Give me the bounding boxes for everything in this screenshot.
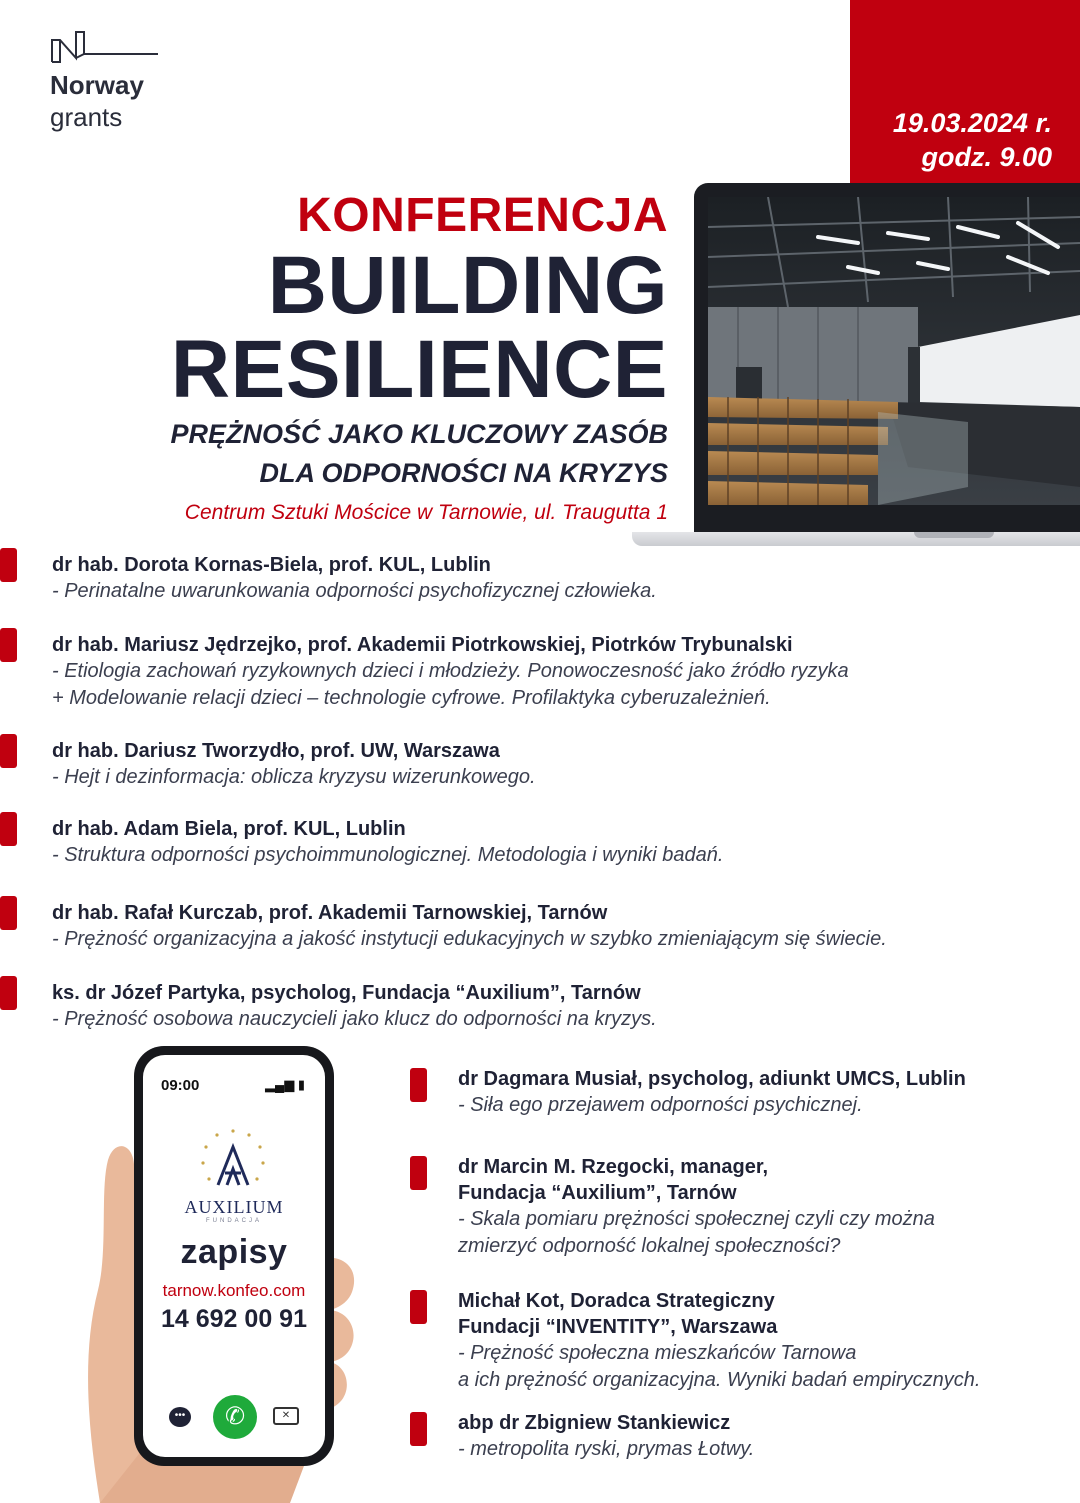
logo-word-norway: Norway [50,70,144,100]
speaker-item [458,1288,980,1394]
speaker-marker [0,896,17,930]
speaker-item [52,900,887,953]
speaker-marker [410,1156,427,1190]
speaker-name: dr hab. Rafał Kurczab, prof. Akademii Tarnowskiej, Tarnów [52,902,608,924]
event-title-line2: RESILIENCE [170,324,668,415]
event-subtitle-line2: DLA ODPORNOŚCI NA KRYZYS [259,458,668,488]
speaker-name: dr hab. Mariusz Jędrzejko, prof. Akademii Piotrkowskiej, Piotrków Trybunalski [52,634,793,656]
speaker-marker [410,1068,427,1102]
title-block [40,188,668,526]
speaker-name: Fundacji “INVENTITY”, Warszawa [458,1316,778,1338]
logo-word-grants: grants [50,102,123,132]
speaker-name: Michał Kot, Doradca Strategiczny [458,1290,775,1312]
speaker-name: abp dr Zbigniew Stankiewicz [458,1412,731,1434]
speaker-topic: - Prężność społeczna mieszkańców Tarnowa [458,1342,857,1364]
speaker-marker [410,1412,427,1446]
speaker-topic: - Struktura odporności psychoimmunologicznej. Metodologia i wyniki badań. [52,844,724,866]
auxilium-logo-icon [183,1125,283,1195]
speaker-topic: - Prężność osobowa nauczycieli jako klucz do odporności na kryzys. [52,1008,657,1030]
speaker-item [458,1066,966,1119]
signup-url[interactable]: tarnow.konfeo.com [162,1281,306,1300]
speaker-topic: a ich prężność organizacyjna. Wyniki badań empirycznych. [458,1369,981,1391]
phone-device [134,1046,334,1466]
speaker-marker [0,548,17,582]
speaker-topic: - Skala pomiaru prężności społecznej czyli czy można [458,1208,935,1230]
speaker-name: dr Marcin M. Rzegocki, manager, [458,1156,769,1178]
phone-dial-buttons [143,1393,325,1443]
laptop-notch [914,532,994,538]
date-box [850,0,1080,183]
event-time: godz. 9.00 [921,142,1052,172]
speaker-item [52,632,849,712]
speaker-topic: - Perinatalne uwarunkowania odporności psychofizycznej człowieka. [52,580,657,602]
norway-grants-logo [50,30,170,130]
speaker-marker [0,734,17,768]
auditorium-photo [708,197,1080,505]
speaker-marker [410,1290,427,1324]
speaker-topic: - metropolita ryski, prymas Łotwy. [458,1438,755,1460]
speaker-name: ks. dr Józef Partyka, psycholog, Fundacja “Auxilium”, Tarnów [52,982,641,1004]
speaker-item [52,980,657,1033]
signup-phone-number[interactable]: 14 692 00 91 [161,1305,307,1333]
event-subtitle-line1: PRĘŻNOŚĆ JAKO KLUCZOWY ZASÓB [170,419,668,449]
phone-status-time: 09:00 [161,1077,200,1094]
speaker-topic: - Etiologia zachowań ryzykownych dzieci i młodzieży. Ponowoczesność jako źródło ryzyka [52,660,849,682]
event-label: KONFERENCJA [297,189,668,242]
auxilium-brand-sub: FUNDACJA [205,1218,262,1224]
speaker-name: dr hab. Adam Biela, prof. KUL, Lublin [52,818,406,840]
signup-heading: zapisy [180,1233,288,1271]
speaker-name: Fundacja “Auxilium”, Tarnów [458,1182,737,1204]
signal-battery-icon: ▂▄▆ ▮ [265,1077,305,1092]
phone-screen [143,1055,325,1457]
phone-illustration [60,1040,380,1503]
speaker-name: dr hab. Dorota Kornas-Biela, prof. KUL, Lublin [52,554,491,576]
chat-icon[interactable]: ••• [169,1407,191,1427]
event-date: 19.03.2024 r. [892,108,1052,138]
event-venue: Centrum Sztuki Mościce w Tarnowie, ul. Traugutta 1 [184,501,668,524]
speaker-topic: - Hejt i dezinformacja: oblicza kryzysu wizerunkowego. [52,766,536,788]
speaker-topic: - Prężność organizacyjna a jakość instytucji edukacyjnych w szybko zmieniającym się świecie. [52,928,887,950]
laptop-illustration [632,183,1080,553]
laptop-screen [694,183,1080,533]
speaker-item [458,1410,754,1463]
speaker-item [52,816,723,869]
laptop-base [632,532,1080,546]
auxilium-brand: AUXILIUM [184,1197,284,1217]
backspace-icon[interactable]: ✕ [273,1407,299,1425]
norway-grants-mark-icon [50,30,160,64]
speaker-topic: - Siła ego przejawem odporności psychicznej. [458,1094,863,1116]
phone-call-icon[interactable]: ✆ [213,1395,257,1439]
speaker-name: dr Dagmara Musiał, psycholog, adiunkt UMCS, Lublin [458,1068,966,1090]
event-title-line1: BUILDING [267,240,668,331]
speaker-topic: + Modelowanie relacji dzieci – technologie cyfrowe. Profilaktyka cyberuzależnień. [52,687,771,709]
speaker-item [52,552,657,605]
speaker-name: dr hab. Dariusz Tworzydło, prof. UW, Warszawa [52,740,500,762]
speaker-marker [0,976,17,1010]
speaker-item [52,738,536,791]
speaker-topic: zmierzyć odporność lokalnej społeczności? [458,1235,841,1257]
speaker-item [458,1154,935,1260]
speaker-marker [0,812,17,846]
speaker-marker [0,628,17,662]
